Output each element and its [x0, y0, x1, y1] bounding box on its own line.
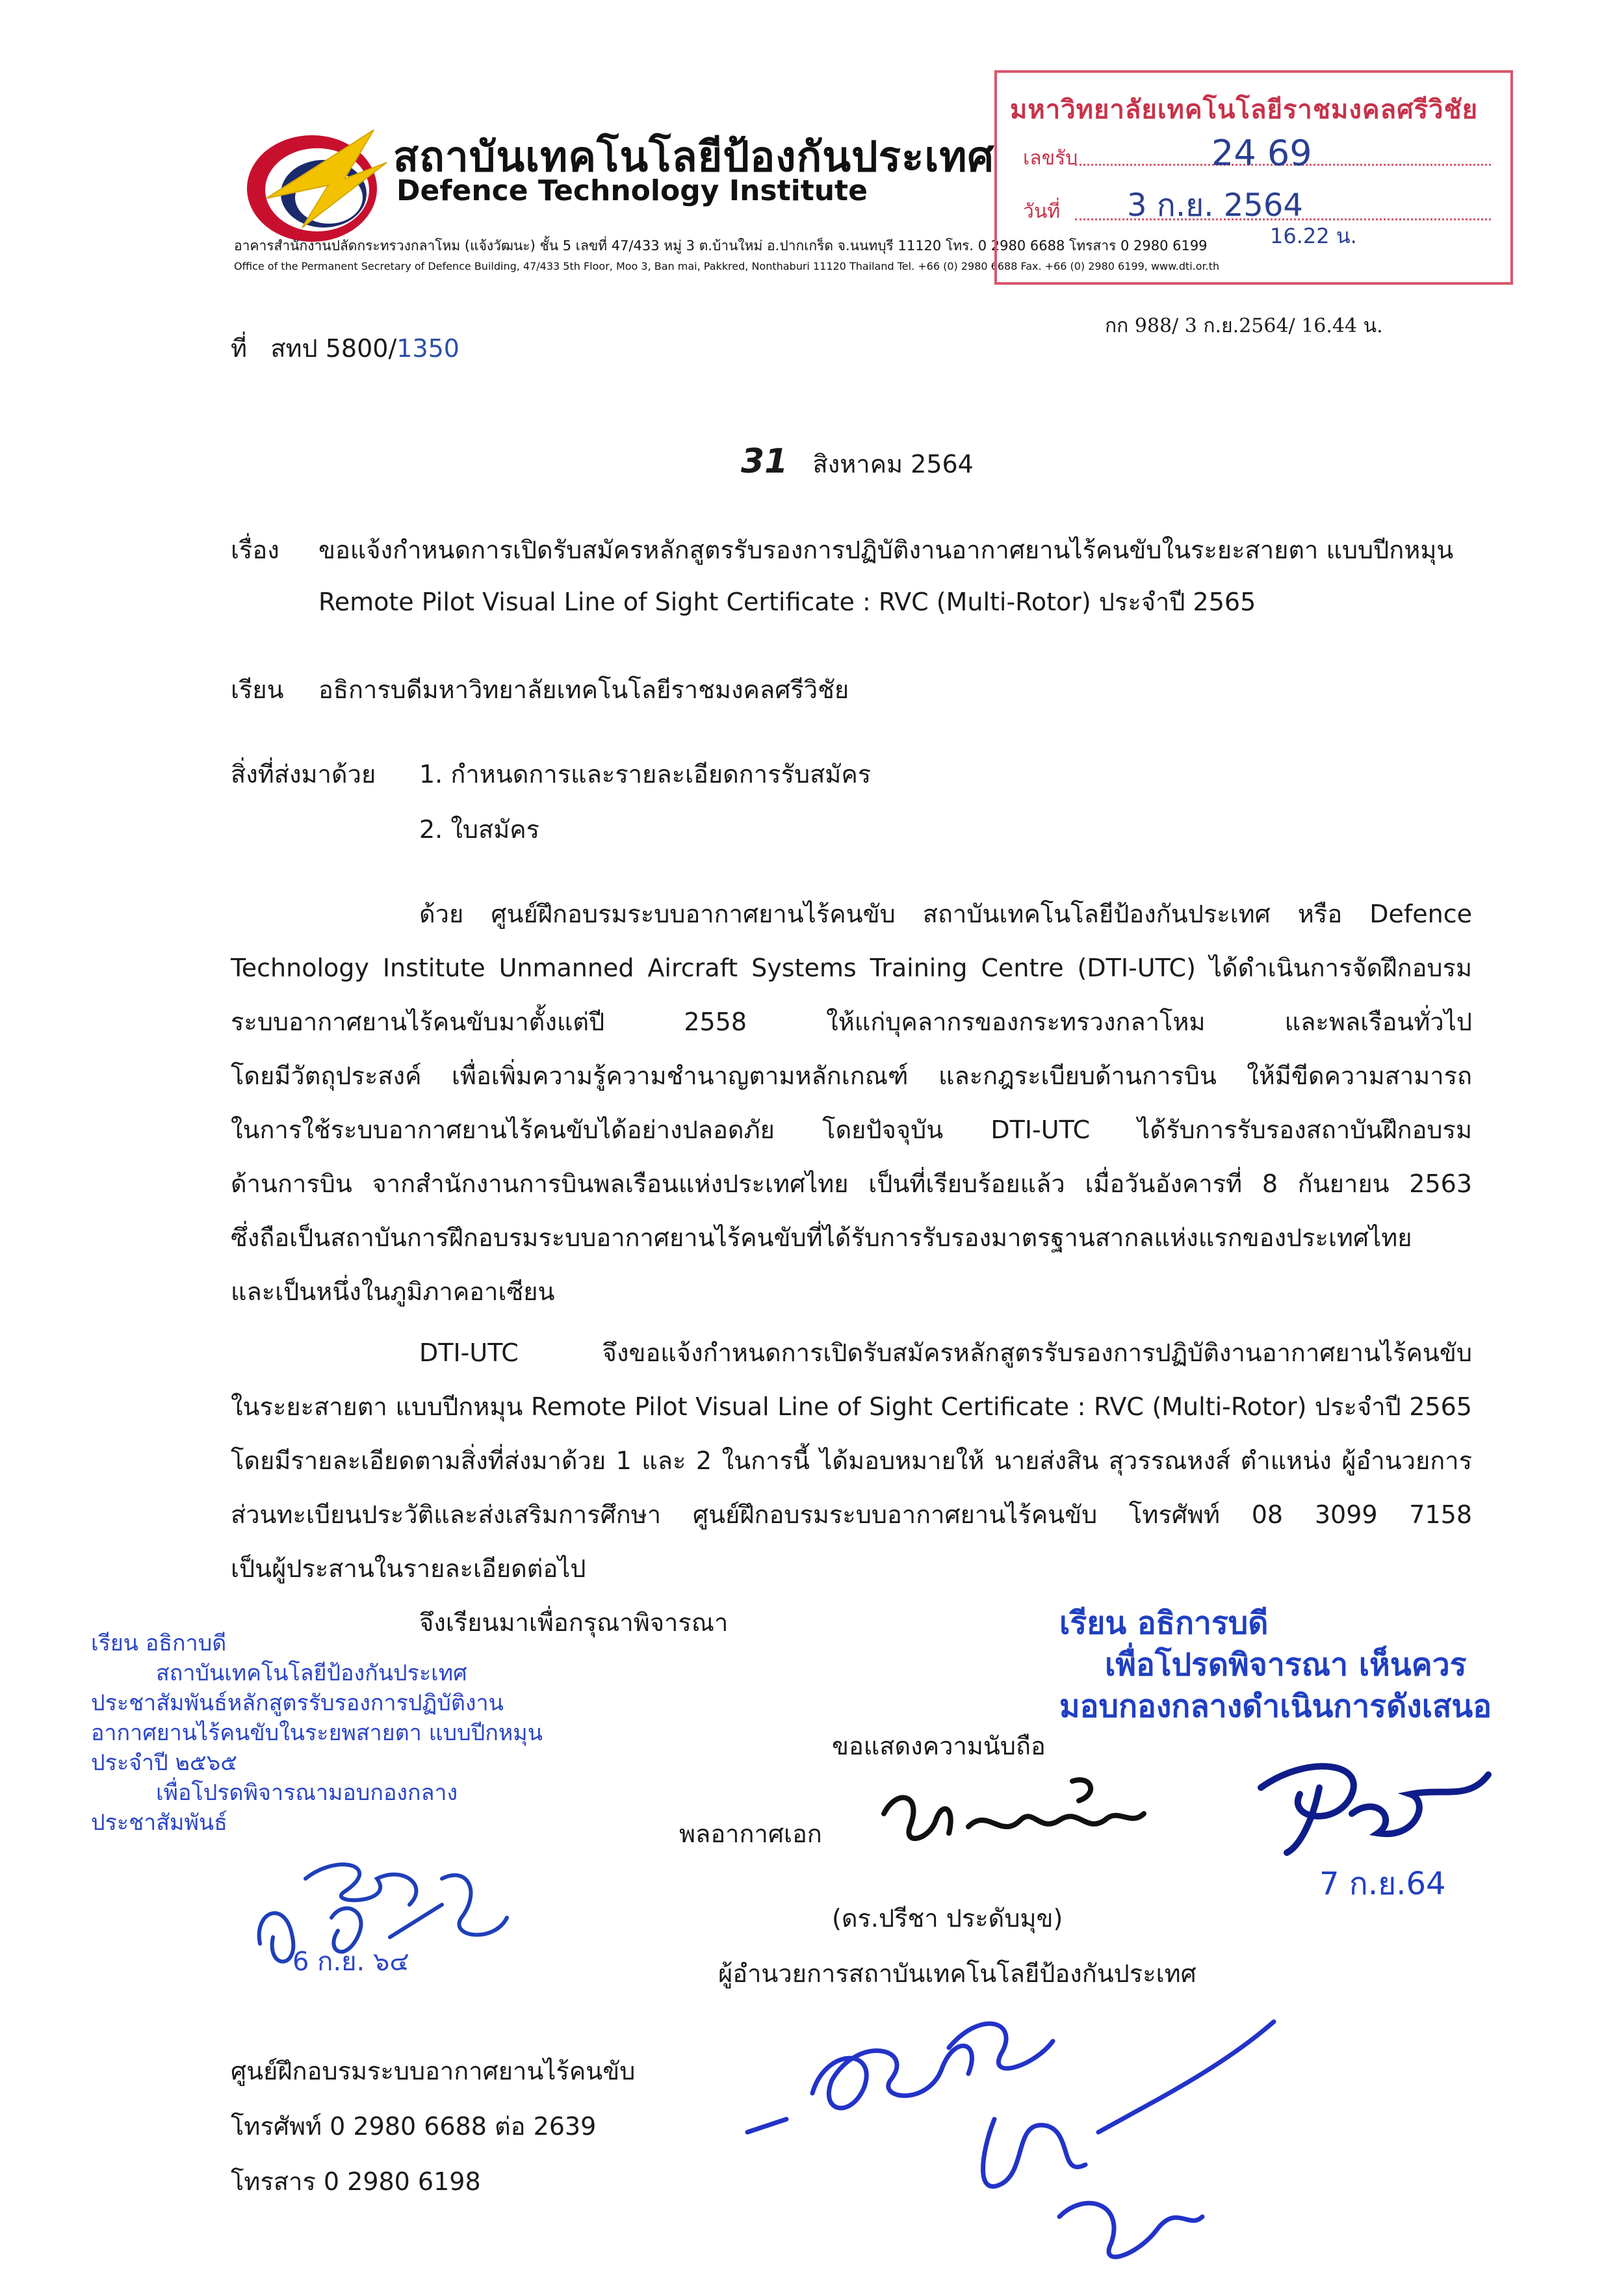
- note-line: สถาบันเทคโนโลยีป้องกันประเทศ: [156, 1660, 467, 1686]
- date-day: 31: [741, 442, 788, 481]
- body-line: ด้วย ศูนย์ฝึกอบรมระบบอากาศยานไร้คนขับ สถาบันเทคโนโลยีป้องกันประเทศ หรือ Defence: [419, 900, 1472, 928]
- note-line: ประชาสัมพันธ์: [91, 1810, 227, 1836]
- date-month-year: สิงหาคม 2564: [812, 450, 974, 478]
- enclosures-label: สิ่งที่ส่งมาด้วย: [231, 760, 376, 789]
- respect-line: ขอแสดงความนับถือ: [832, 1732, 1046, 1760]
- note-line: ประชาสัมพันธ์หลักสูตรรับรองการปฏิบัติงาน: [91, 1690, 504, 1716]
- body-line: ในการใช้ระบบอากาศยานไร้คนขับได้อย่างปลอดภัย โดยปัจจุบัน DTI-UTC ได้รับการรับรองสถาบันฝึกอบรม: [231, 1115, 1472, 1144]
- left-note-date: 6 ก.ย. ๖๔: [292, 1947, 409, 1977]
- stamp-row2-label: วันที่: [1023, 200, 1061, 223]
- closing-line: จึงเรียนมาเพื่อกรุณาพิจารณา: [419, 1608, 729, 1637]
- stamp-row1-label: เลขรับ: [1023, 147, 1078, 170]
- document-number: [231, 328, 459, 368]
- signatory-position: ผู้อำนวยการสถาบันเทคโนโลยีป้องกันประเทศ: [718, 1959, 1197, 1988]
- subject-line2: Remote Pilot Visual Line of Sight Certificate : RVC (Multi-Rotor) ประจำปี 2565: [318, 588, 1256, 616]
- doc-number-handwritten: 1350: [396, 334, 459, 363]
- footer-unit: ศูนย์ฝึกอบรมระบบอากาศยานไร้คนขับ: [231, 2057, 636, 2085]
- to-text: อธิการบดีมหาวิทยาลัยเทคโนโลยีราชมงคลศรีวิชัย: [318, 675, 849, 704]
- subject-label: เรื่อง: [231, 536, 279, 564]
- body-line: Technology Institute Unmanned Aircraft Systems Training Centre (DTI-UTC) ได้ดำเนินการจัดฝึกอบรม: [231, 954, 1472, 982]
- right-handwritten-note: [1059, 1602, 1492, 1727]
- to-label: เรียน: [231, 675, 284, 704]
- stamp-row1-value: 24 69: [1211, 133, 1312, 174]
- body-line: DTI-UTC จึงขอแจ้งกำหนดการเปิดรับสมัครหลักสูตรรับรองการปฏิบัติงานอากาศยานไร้คนขับ: [419, 1338, 1472, 1367]
- body-paragraph-2: [231, 1326, 1472, 1596]
- stamp-row2-value: 3 ก.ย. 2564: [1127, 187, 1303, 224]
- body-line: และเป็นหนึ่งในภูมิภาคอาเซียน: [231, 1277, 555, 1306]
- note-line: เพื่อโปรดพิจารณามอบกองกลาง: [156, 1780, 458, 1806]
- signatory-rank: พลอากาศเอก: [679, 1820, 822, 1848]
- subject-line1: ขอแจ้งกำหนดการเปิดรับสมัครหลักสูตรรับรองการปฏิบัติงานอากาศยานไร้คนขับในระยะสายตา แบบปีกหมุน: [318, 536, 1454, 564]
- doc-number-label: ที่: [231, 334, 248, 363]
- body-line: ด้านการบิน จากสำนักงานการบินพลเรือนแห่งประเทศไทย เป็นที่เรียบร้อยแล้ว เมื่อวันอังคารที่ 8 กันยายน 2563: [231, 1169, 1472, 1198]
- body-paragraph-1: [231, 887, 1472, 1319]
- received-stamp: [994, 70, 1513, 285]
- note-line: เรียน อธิกาบดี: [91, 1630, 227, 1656]
- body-line: โดยมีรายละเอียดตามสิ่งที่ส่งมาด้วย 1 และ 2 ในการนี้ ได้มอบหมายให้ นายส่งสิน สุวรรณหงส์ ตำแหน่ง ผู้อำนวยการ: [231, 1446, 1472, 1475]
- signatory-name: (ดร.ปรีชา ประดับมุข): [832, 1904, 1063, 1933]
- stamp-title: มหาวิทยาลัยเทคโนโลยีราชมงคลศรีวิชัย: [1010, 95, 1479, 125]
- note-line: เรียน อธิการบดี: [1059, 1605, 1269, 1641]
- note-line: มอบกองกลางดำเนินการดังเสนอ: [1059, 1688, 1492, 1725]
- body-line: เป็นผู้ประสานในรายละเอียดต่อไป: [231, 1554, 586, 1583]
- body-line: ซึ่งถือเป็นสถาบันการฝึกอบรมระบบอากาศยานไร้คนขับที่ได้รับการรับรองมาตรฐานสากลแห่งแรกของประเทศไทย: [231, 1223, 1412, 1252]
- org-name-th: สถาบันเทคโนโลยีป้องกันประเทศ: [393, 133, 995, 181]
- stamp-row2-extra: 16.22 น.: [1270, 224, 1357, 248]
- body-line: ในระยะสายตา แบบปีกหมุน Remote Pilot Visual Line of Sight Certificate : RVC (Multi-Rotor) ประจำปี 2565: [231, 1392, 1472, 1421]
- body-line: ส่วนทะเบียนประวัติและส่งเสริมการศึกษา ศูนย์ฝึกอบรมระบบอากาศยานไร้คนขับ โทรศัพท์ 08 3099 7158: [231, 1500, 1472, 1529]
- note-line: ประจำปี ๒๕๖๕: [91, 1750, 237, 1776]
- footer-phone: โทรศัพท์ 0 2980 6688 ต่อ 2639: [231, 2112, 597, 2141]
- org-name-en: Defence Technology Institute: [396, 174, 868, 207]
- body-line: ระบบอากาศยานไร้คนขับมาตั้งแต่ปี 2558 ให้แก่บุคลากรของกระทรวงกลาโหม และพลเรือนทั่วไป: [231, 1008, 1472, 1036]
- note-line: อากาศยานไร้คนขับในระยพสายตา แบบปีกหมุน: [91, 1720, 543, 1746]
- enclosure-item: 2. ใบสมัคร: [419, 815, 540, 844]
- footer-fax: โทรสาร 0 2980 6198: [231, 2167, 481, 2196]
- note-line: เพื่อโปรดพิจารณา เห็นควร: [1105, 1647, 1467, 1683]
- doc-number-prefix: สทป 5800/: [270, 334, 397, 363]
- dti-logo: [240, 117, 390, 247]
- right-note-signature: [1248, 1749, 1495, 1872]
- received-reference: กก 988/ 3 ก.ย.2564/ 16.44 น.: [1105, 315, 1383, 337]
- bottom-signatures: [734, 1970, 1319, 2282]
- address-th: อาคารสำนักงานปลัดกระทรวงกลาโหม (แจ้งวัฒนะ) ชั้น 5 เลขที่ 47/433 หมู่ 3 ต.บ้านใหม่ อ.ปากเกร็ด จ.นนทบุรี 11120 โทร. 0 2980 6688 โทรสาร 0 2980 6199: [234, 238, 1208, 254]
- enclosure-item: 1. กำหนดการและรายละเอียดการรับสมัคร: [419, 760, 872, 789]
- director-signature: [871, 1768, 1189, 1866]
- left-handwritten-note: [91, 1628, 676, 1838]
- right-note-date: 7 ก.ย.64: [1319, 1866, 1446, 1902]
- document-date: [741, 442, 974, 484]
- address-en: Office of the Permanent Secretary of Defence Building, 47/433 5th Floor, Moo 3, Ban mai, Pakkred, Nonthaburi 11120 Thailand Tel. +66 (0) 2980 6688 Fax. +66 (0) 2980 6199, www.dti.or.th: [234, 260, 1220, 272]
- body-line: โดยมีวัตถุประสงค์ เพื่อเพิ่มความรู้ความชำนาญตามหลักเกณฑ์ และกฎระเบียบด้านการบิน ให้มีขีดความสามารถ: [231, 1062, 1472, 1090]
